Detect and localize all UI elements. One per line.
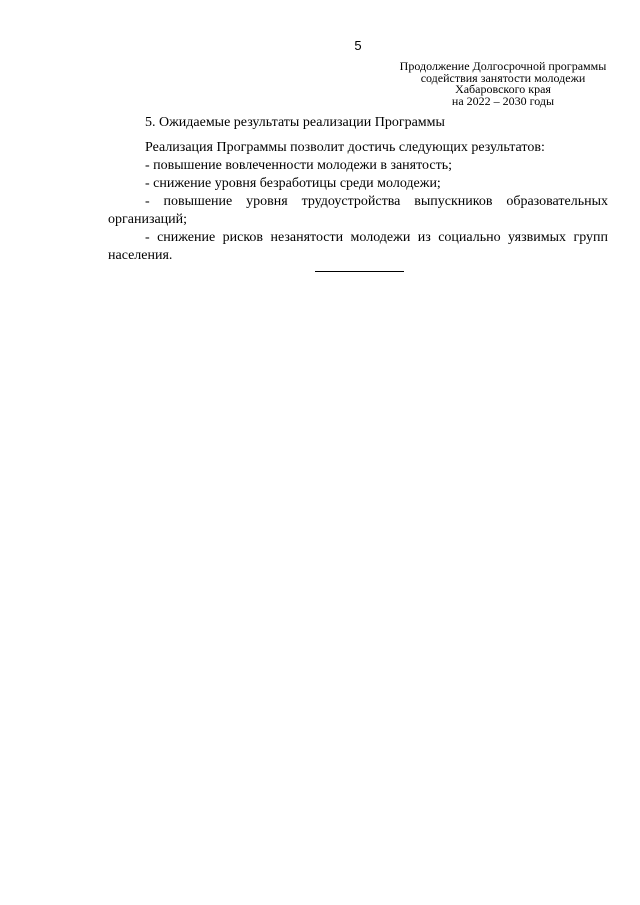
page-number: 5 xyxy=(354,38,362,53)
header-line: на 2022 – 2030 годы xyxy=(451,93,555,108)
body-paragraph: Реализация Программы позволит достичь следующих результатов: xyxy=(145,140,545,155)
list-item: - повышение уровня трудоустройства выпускников образовательных организаций; xyxy=(108,194,608,227)
header-line: Хабаровского края xyxy=(455,82,551,96)
end-of-document-rule xyxy=(315,271,404,272)
list-item: - снижение уровня безработицы среди молодежи; xyxy=(145,176,441,191)
header-line: содействия занятости молодежи xyxy=(420,70,586,85)
section-title: 5. Ожидаемые результаты реализации Программы xyxy=(145,115,445,130)
section-body xyxy=(108,139,608,265)
list-item: - повышение вовлеченности молодежи в занятость; xyxy=(145,158,453,173)
header-line: Продолжение Долгосрочной программы xyxy=(399,59,607,73)
document-header xyxy=(370,61,636,107)
list-item: - снижение рисков незанятости молодежи из социально уязвимых групп населения. xyxy=(108,230,608,263)
